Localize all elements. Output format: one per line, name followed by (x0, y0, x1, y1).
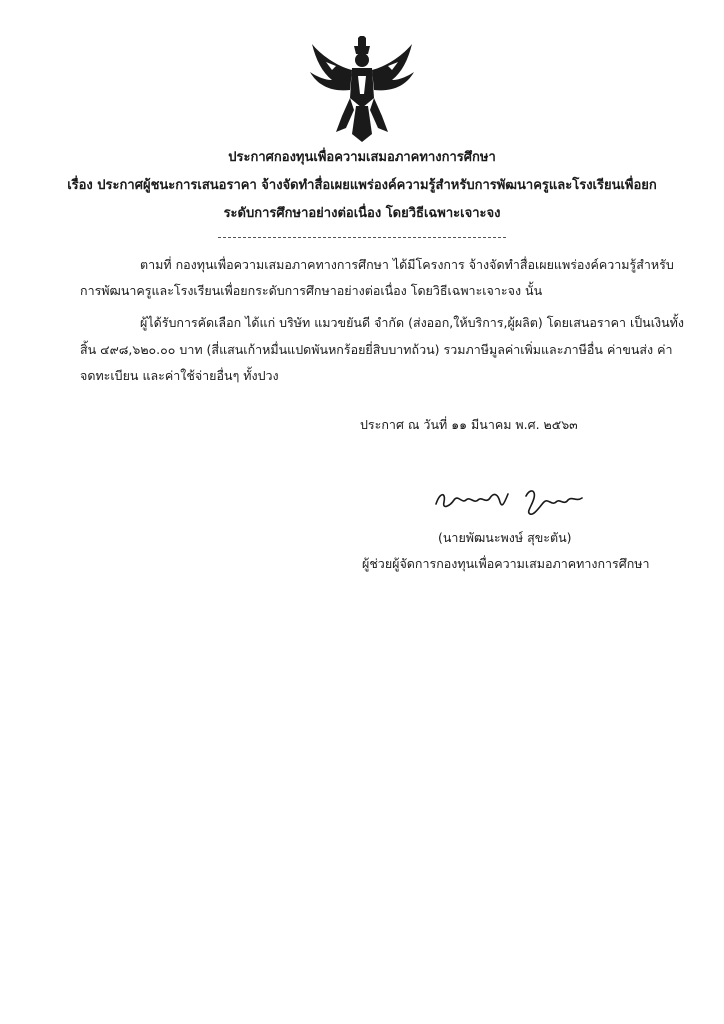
paragraph-line: ตามที่ กองทุนเพื่อความเสมอภาคทางการศึกษา ได้มีโครงการ จ้างจัดทำสื่อเผยแพร่องค์ความรู้สำหรับ (140, 257, 674, 272)
paragraph-line: การพัฒนาครูและโรงเรียนเพื่อยกระดับการศึกษาอย่างต่อเนื่อง โดยวิธีเฉพาะเจาะจง นั้น (80, 283, 543, 298)
separator-line (218, 237, 506, 238)
paragraph-line: สิ้น ๔๙๘,๖๒๐.๐๐ บาท (สี่แสนเก้าหมื่นแปดพันหกร้อยยี่สิบบาทถ้วน) รวมภาษีมูลค่าเพิ่มและภาษีอื่น ค่าขนส่ง ค่า (80, 342, 673, 357)
signatory-position: ผู้ช่วยผู้จัดการกองทุนเพื่อความเสมอภาคทางการศึกษา (362, 556, 650, 571)
paragraph-line: ผู้ได้รับการคัดเลือก ได้แก่ บริษัท แมวขยันดี จำกัด (ส่งออก,ให้บริการ,ผู้ผลิต) โดยเสนอราคา เป็นเงินทั้ง (140, 315, 684, 330)
signatory-name: (นายพัฒนะพงษ์ สุขะตัน) (438, 530, 572, 545)
announcement-title: ประกาศกองทุนเพื่อความเสมอภาคทางการศึกษา (228, 150, 496, 165)
garuda-emblem-icon (306, 36, 418, 148)
subject-line: เรื่อง ประกาศผู้ชนะการเสนอราคา จ้างจัดทำสื่อเผยแพร่องค์ความรู้สำหรับการพัฒนาครูและโรงเรียนเพื่อยก (67, 178, 657, 193)
subject-line-continued: ระดับการศึกษาอย่างต่อเนื่อง โดยวิธีเฉพาะเจาะจง (223, 206, 501, 221)
announcement-date: ประกาศ ณ วันที่ ๑๑ มีนาคม พ.ศ. ๒๕๖๓ (360, 417, 578, 432)
handwritten-signature (430, 482, 590, 518)
paragraph-line: จดทะเบียน และค่าใช้จ่ายอื่นๆ ทั้งปวง (80, 368, 279, 383)
